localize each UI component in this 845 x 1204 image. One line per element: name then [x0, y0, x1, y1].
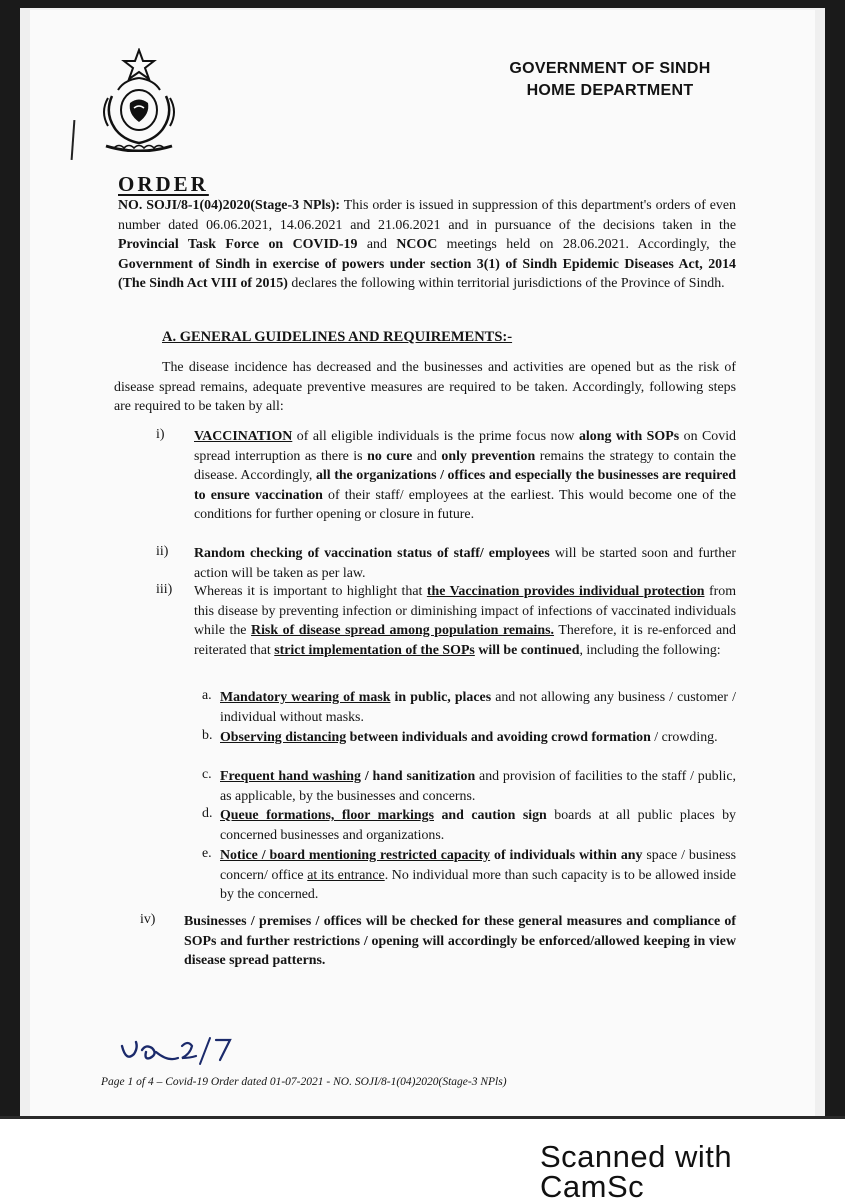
- section-a-paragraph: The disease incidence has decreased and the businesses and activities are opened but as the risk of disease spread remains, adequate preventive measures are required to be taken. Accordingly, following steps are required to be taken by all:: [114, 360, 736, 414]
- sindh-government-emblem-icon: [94, 48, 184, 152]
- sub-item-c-text: Frequent hand washing / hand sanitization and provision of facilities to the staff / public, as applicable, by the businesses and concerns.: [220, 769, 736, 804]
- item-i-text: VACCINATION of all eligible individuals is the prime focus now along with SOPs on Covid spread interruption as there is no cure and only prevention remains the strategy to contain the disease. Accordingly, all the organizations / offices and especially the businesses are required to ensure vaccination of their staff/ employees at the earliest. This would become one of the conditions for further opening or closure in future.: [194, 429, 736, 522]
- document-header: [480, 58, 740, 102]
- item-i-number: i): [156, 427, 165, 442]
- sub-item-d-text: Queue formations, floor markings and caution sign boards at all public places by concerned businesses and organizations.: [220, 808, 736, 843]
- scan-frame-top: [0, 0, 845, 8]
- header-department: HOME DEPARTMENT: [526, 82, 694, 99]
- order-title: ORDER: [118, 172, 209, 196]
- page-footer: Page 1 of 4 – Covid-19 Order dated 01-07-2021 - NO. SOJI/8-1(04)2020(Stage-3 NPls): [101, 1076, 507, 1088]
- sub-item-c-letter: c.: [202, 767, 212, 782]
- sub-item-b-letter: b.: [202, 728, 213, 743]
- sub-item-e-letter: e.: [202, 846, 212, 861]
- sub-item-b-text: Observing distancing between individuals and avoiding crowd formation / crowding.: [220, 730, 718, 745]
- sub-item-e-text: Notice / board mentioning restricted capacity of individuals within any space / business concern/ office at its entrance. No individual more than such capacity is to be allowed inside by the concerned.: [220, 848, 736, 902]
- item-iv-number: iv): [140, 912, 156, 927]
- handwritten-initials-signature: [116, 1028, 246, 1070]
- item-iii-number: iii): [156, 582, 173, 597]
- scan-frame-bottom: [0, 1116, 845, 1119]
- scanner-watermark: Scanned with CamSc: [540, 1139, 733, 1204]
- section-a-heading: A. GENERAL GUIDELINES AND REQUIREMENTS:-: [162, 329, 513, 345]
- order-reference-number: NO. SOJI/8-1(04)2020(Stage-3 NPls):: [118, 198, 341, 213]
- item-iv-text: Businesses / premises / offices will be checked for these general measures and compliance of SOPs and further restrictions / opening will accordingly be enforced/allowed keeping in view disease spread patterns.: [184, 914, 736, 968]
- sub-item-a-letter: a.: [202, 688, 212, 703]
- item-ii-number: ii): [156, 544, 169, 559]
- item-iii-text: Whereas it is important to highlight that the Vaccination provides individual protection from this disease by preventing infection or diminishing impact of infections of vaccinated individuals while the Risk of disease spread among population remains. Therefore, it is re-enforced and reiterated that strict implementation of the SOPs will be continued, including the following:: [194, 584, 737, 658]
- header-government: GOVERNMENT OF SINDH: [509, 60, 711, 77]
- sub-item-d-letter: d.: [202, 806, 213, 821]
- item-ii-text: Random checking of vaccination status of staff/ employees will be started soon and further action will be taken as per law.: [194, 546, 737, 581]
- sub-item-a-text: Mandatory wearing of mask in public, places and not allowing any business / customer / individual without masks.: [220, 690, 736, 725]
- order-intro-paragraph: NO. SOJI/8-1(04)2020(Stage-3 NPls): This order is issued in suppression of this department's orders of even number dated 06.06.2021, 14.06.2021 and 21.06.2021 and in pursuance of the decisions taken in the Provincial Task Force on COVID-19 and NCOC meetings held on 28.06.2021. Accordingly, the Government of Sindh in exercise of powers under section 3(1) of Sindh Epidemic Diseases Act, 2014 (The Sindh Act VIII of 2015) declares the following within territorial jurisdictions of the Province of Sindh.: [118, 198, 736, 291]
